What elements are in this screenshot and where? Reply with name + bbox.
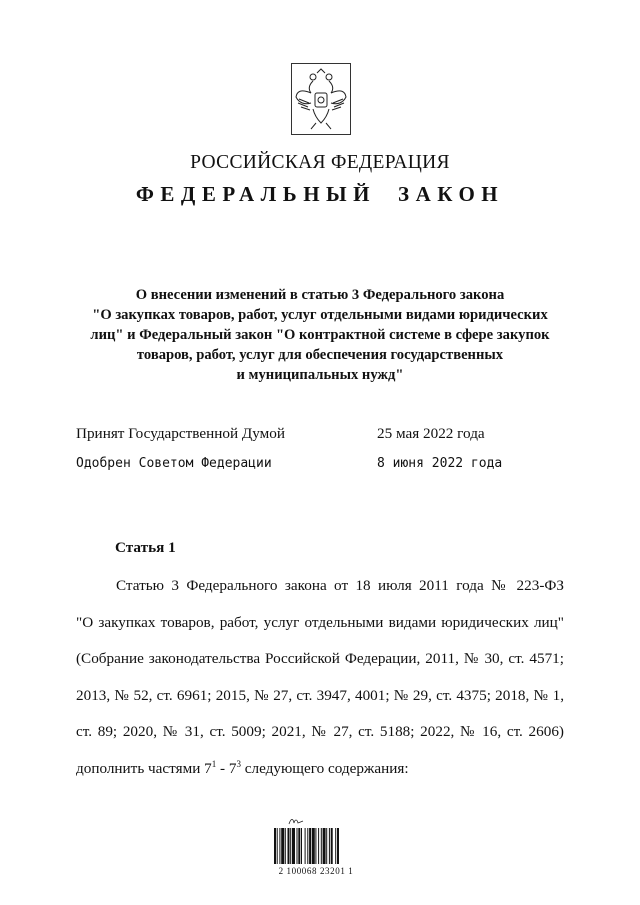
barcode-bar — [279, 828, 280, 864]
barcode-bar — [326, 828, 327, 864]
article-heading: Статья 1 — [115, 539, 176, 556]
country-name: РОССИЙСКАЯ ФЕДЕРАЦИЯ — [190, 152, 450, 173]
law-title-line: О внесении изменений в статью 3 Федерального закона — [135, 287, 505, 303]
barcode-bar — [335, 828, 336, 864]
barcode-bar — [307, 828, 308, 864]
duma-adoption-label: Принят Государственной Думой — [76, 425, 285, 442]
barcode-bar — [323, 828, 326, 864]
barcode-bar — [285, 828, 286, 864]
council-approval-label: Одобрен Советом Федерации — [76, 456, 272, 471]
barcode-bar — [321, 828, 322, 864]
article-line: ст. 89; 2020, № 31, ст. 5009; 2021, № 27, ст. 5188; 2022, № 16, ст. 2606) — [76, 723, 564, 740]
barcode-bar — [290, 828, 291, 864]
law-title — [70, 285, 570, 385]
barcode-bar — [305, 828, 306, 864]
article-line-last — [76, 751, 564, 788]
barcode-bar — [297, 828, 298, 864]
document-barcode — [266, 816, 366, 896]
barcode-bar — [274, 828, 276, 864]
article-line: Статью 3 Федерального закона от 18 июля 2011 года № 223-ФЗ — [116, 577, 564, 594]
article-line: 2013, № 52, ст. 6961; 2015, № 27, ст. 3947, 4001; № 29, ст. 4375; 2018, № 1, — [76, 686, 564, 704]
council-approval-row — [76, 456, 503, 471]
barcode-bar — [309, 828, 311, 864]
article-last-suffix: следующего содержания: — [240, 759, 409, 777]
article-body — [76, 568, 564, 787]
barcode-bar — [337, 828, 339, 864]
barcode-number: 2 100068 23201 1 — [278, 866, 354, 876]
handwritten-mark — [288, 816, 304, 828]
barcode-icon — [274, 828, 354, 864]
council-approval-date: 8 июня 2022 года — [377, 456, 503, 471]
barcode-bar — [331, 828, 333, 864]
document-type — [0, 182, 640, 207]
barcode-bar — [281, 828, 284, 864]
barcode-bar — [312, 828, 315, 864]
barcode-bar — [288, 828, 290, 864]
barcode-bar — [329, 828, 330, 864]
barcode-bar — [292, 828, 295, 864]
duma-adoption-row — [76, 425, 485, 443]
barcode-bar — [318, 828, 319, 864]
duma-adoption-date: 25 мая 2022 года — [377, 425, 485, 442]
state-emblem-icon — [291, 63, 351, 135]
law-title-line: товаров, работ, услуг для обеспечения государственных — [136, 347, 504, 363]
article-line: (Собрание законодательства Российской Федерации, 2011, № 30, ст. 4571; — [76, 650, 564, 667]
law-title-line: лиц" и Федеральный закон "О контрактной системе в сфере закупок — [90, 327, 550, 343]
document-type-word1: ФЕДЕРАЛЬНЫЙ — [135, 182, 376, 206]
law-title-line: "О закупках товаров, работ, услуг отдельными видами юридических — [92, 307, 548, 323]
barcode-bar — [298, 828, 300, 864]
article-line: "О закупках товаров, работ, услуг отдельными видами юридических лиц" — [76, 613, 564, 631]
barcode-bar — [315, 828, 316, 864]
article-last-prefix: дополнить частями 7 — [76, 759, 212, 777]
barcode-bar — [301, 828, 302, 864]
law-title-line: и муниципальных нужд" — [236, 367, 404, 383]
superscript: 3 — [236, 758, 241, 769]
document-type-word2: ЗАКОН — [398, 182, 505, 206]
barcode-bar — [277, 828, 278, 864]
article-dash: - 7 — [216, 759, 237, 777]
superscript: 1 — [211, 758, 217, 769]
